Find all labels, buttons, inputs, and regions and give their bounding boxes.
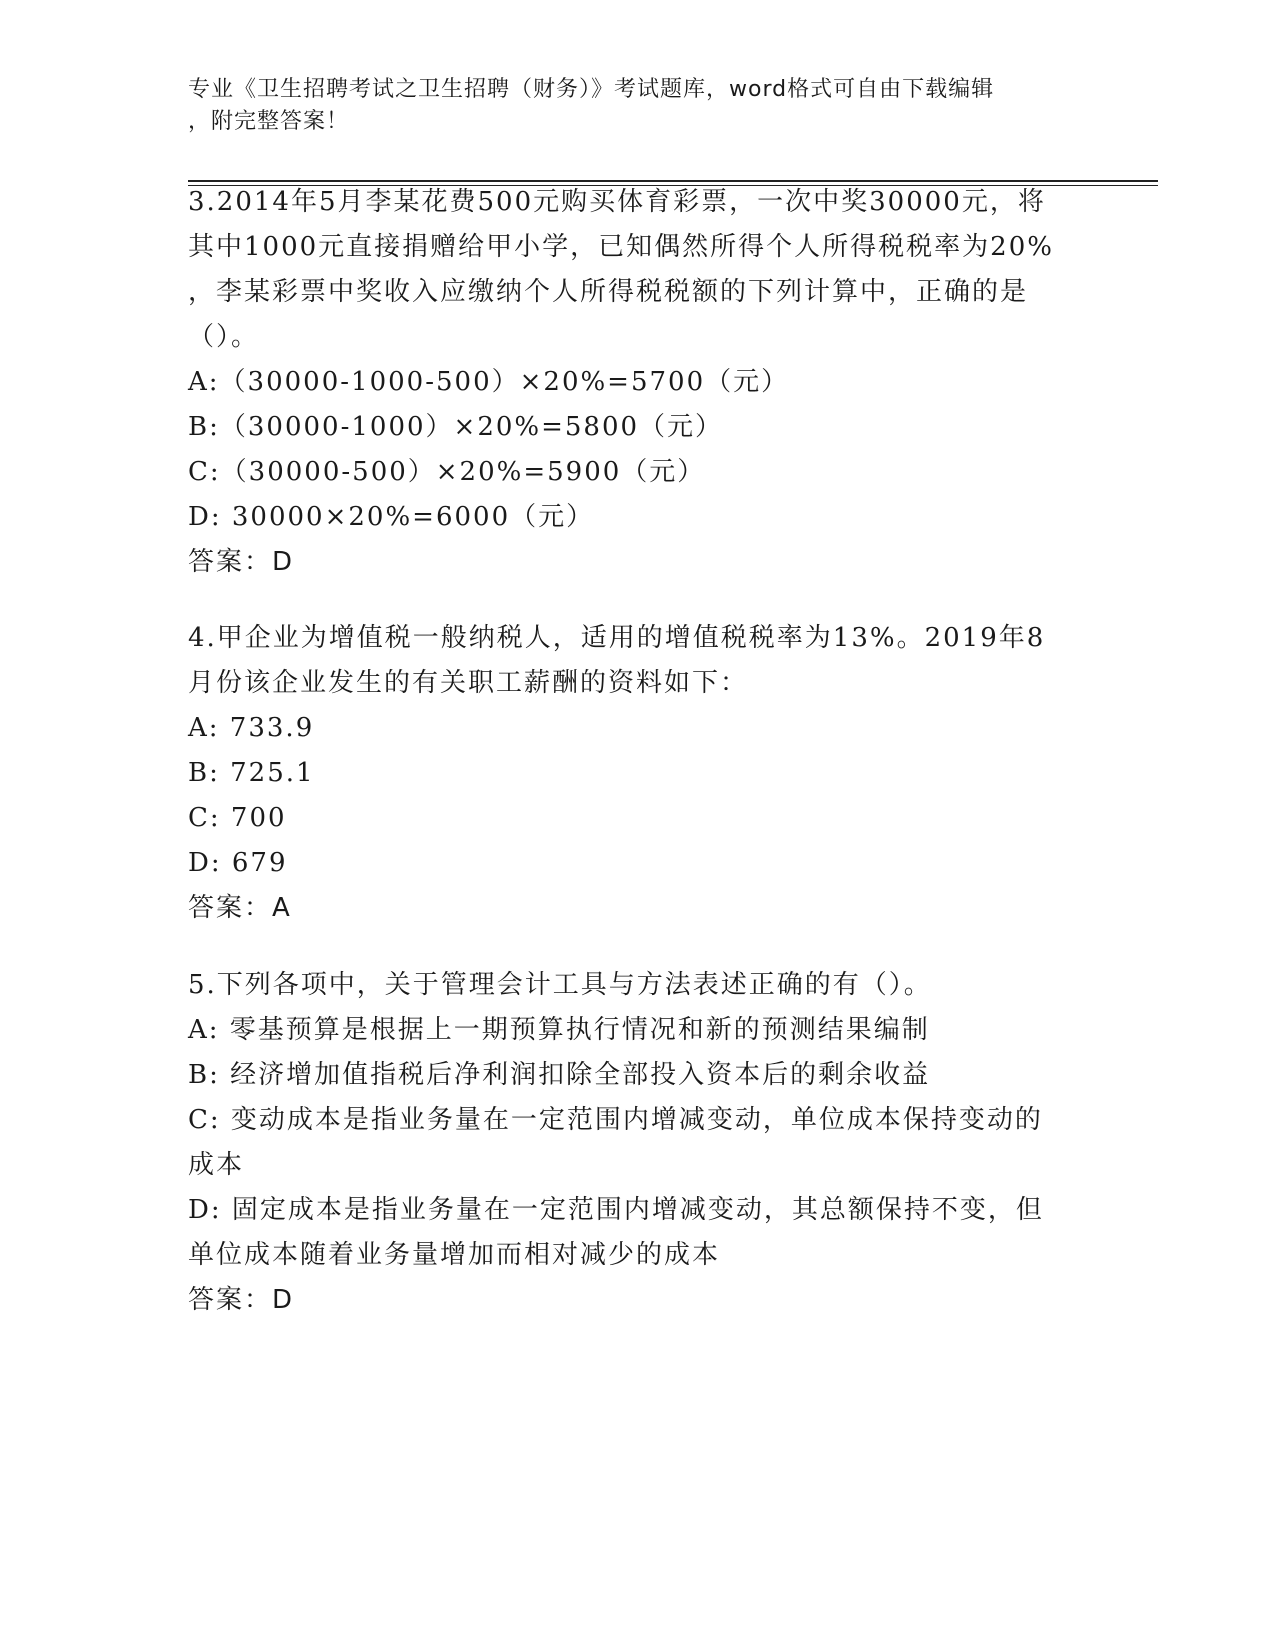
option-d: D: 30000×20%=6000（元） [188, 502, 595, 532]
option-d-continued: 单位成本随着业务量增加而相对减少的成本 [188, 1240, 721, 1270]
option-d: D: 固定成本是指业务量在一定范围内增减变动，其总额保持不变，但 [188, 1195, 1044, 1225]
option-b: B:（30000-1000）×20%=5800（元） [188, 412, 724, 442]
header-line-1: 专业《卫生招聘考试之卫生招聘（财务）》考试题库，word格式可自由下载编辑 [188, 77, 995, 102]
question-stem-line: 4.甲企业为增值税一般纳税人，适用的增值税税率为13%。2019年8 [188, 623, 1046, 653]
option-a: A: 733.9 [188, 713, 315, 743]
answer-label: 答案：D [188, 1285, 295, 1315]
option-c-continued: 成本 [188, 1150, 245, 1180]
answer-label: 答案：D [188, 547, 295, 577]
answer-label: 答案：A [188, 893, 292, 923]
question-stem-line: 3.2014年5月李某花费500元购买体育彩票，一次中奖30000元，将 [188, 187, 1046, 217]
option-c: C: 变动成本是指业务量在一定范围内增减变动，单位成本保持变动的 [188, 1105, 1043, 1135]
question-5 [188, 963, 1088, 1323]
option-c: C:（30000-500）×20%=5900（元） [188, 457, 706, 487]
document-header [188, 74, 1088, 138]
question-stem-line: （）。 [188, 322, 260, 352]
option-c: C: 700 [188, 803, 287, 833]
header-line-2: ，附完整答案！ [188, 109, 350, 134]
option-d: D: 679 [188, 848, 288, 878]
option-b: B: 725.1 [188, 758, 315, 788]
question-stem-line: 月份该企业发生的有关职工薪酬的资料如下： [188, 668, 749, 698]
option-b: B: 经济增加值指税后净利润扣除全部投入资本后的剩余收益 [188, 1060, 931, 1090]
option-a: A:（30000-1000-500）×20%=5700（元） [188, 367, 790, 397]
option-a: A: 零基预算是根据上一期预算执行情况和新的预测结果编制 [188, 1015, 930, 1045]
question-3 [188, 180, 1088, 585]
question-stem-line: 5.下列各项中，关于管理会计工具与方法表述正确的有（）。 [188, 970, 932, 1000]
question-stem-line: 其中1000元直接捐赠给甲小学，已知偶然所得个人所得税税率为20% [188, 232, 1054, 262]
question-stem-line: ，李某彩票中奖收入应缴纳个人所得税税额的下列计算中，正确的是 [188, 277, 1029, 307]
question-4 [188, 616, 1088, 931]
